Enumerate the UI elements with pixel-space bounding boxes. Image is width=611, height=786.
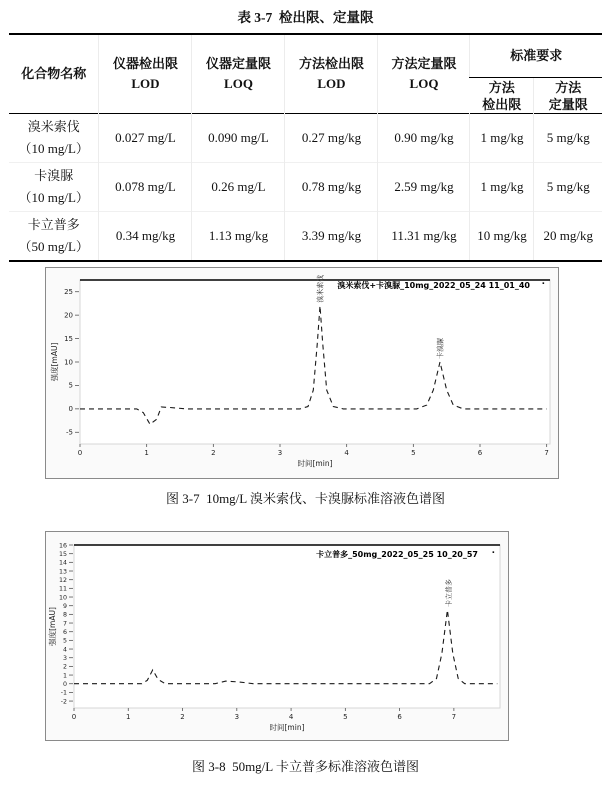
chromatogram-canvas: [46, 532, 506, 738]
col-header-method-lod: 方法检出限 LOD: [285, 34, 378, 114]
svg-text:2: 2: [211, 449, 216, 457]
svg-text:4: 4: [344, 449, 349, 457]
value-cell: 2.59 mg/kg: [378, 163, 470, 212]
table-row: [9, 163, 602, 212]
chromatogram-legend: 溴米索伐+卡溴脲_10mg_2022_05_24 11_01_40: [337, 281, 530, 290]
value-cell: 1.13 mg/kg: [192, 212, 285, 262]
svg-text:5: 5: [411, 449, 416, 457]
value-cell: 0.78 mg/kg: [285, 163, 378, 212]
col-header-instr-loq: 仪器定量限 LOQ: [192, 34, 285, 114]
svg-text:卡溴脲: 卡溴脲: [436, 338, 445, 359]
col-header-instr-lod: 仪器检出限 LOD: [99, 34, 192, 114]
svg-text:6: 6: [477, 449, 483, 457]
value-cell: 0.027 mg/L: [99, 114, 192, 163]
svg-text:卡立普多: 卡立普多: [444, 579, 453, 608]
svg-text:7: 7: [451, 713, 457, 721]
svg-text:10: 10: [58, 594, 67, 602]
svg-text:2: 2: [180, 713, 185, 721]
svg-text:1: 1: [62, 672, 67, 680]
value-cell: 1 mg/kg: [470, 163, 534, 212]
value-cell: 0.090 mg/L: [192, 114, 285, 163]
value-cell: 0.27 mg/kg: [285, 114, 378, 163]
svg-text:2: 2: [62, 663, 67, 671]
figure-3-7-chromatogram: [45, 267, 559, 479]
svg-text:0: 0: [71, 713, 77, 721]
svg-text:7: 7: [544, 449, 549, 457]
svg-text:-5: -5: [66, 428, 73, 437]
svg-text:11: 11: [58, 585, 67, 593]
svg-text:-2: -2: [60, 698, 67, 706]
svg-text:时间[min]: 时间[min]: [297, 459, 333, 468]
svg-text:强度[mAU]: 强度[mAU]: [50, 342, 59, 382]
table-row: [9, 212, 602, 262]
svg-text:0: 0: [77, 449, 83, 457]
svg-text:7: 7: [62, 620, 67, 628]
svg-text:0: 0: [68, 405, 73, 414]
svg-text:1: 1: [126, 713, 131, 721]
svg-text:5: 5: [62, 637, 67, 645]
value-cell: 5 mg/kg: [534, 114, 602, 163]
value-cell: 20 mg/kg: [534, 212, 602, 262]
svg-text:10: 10: [64, 358, 73, 367]
svg-text:5: 5: [68, 381, 73, 390]
value-cell: 0.26 mg/L: [192, 163, 285, 212]
col-header-standard-lod: 方法 检出限: [482, 79, 522, 112]
svg-text:15: 15: [58, 550, 67, 558]
value-cell: 1 mg/kg: [470, 114, 534, 163]
svg-text:5: 5: [343, 713, 348, 721]
figure-3-8-caption: 图 3-8 50mg/L 卡立普多标准溶液色谱图: [191, 759, 419, 774]
svg-text:溴米索伐: 溴米索伐: [316, 274, 325, 303]
svg-text:8: 8: [62, 611, 67, 619]
svg-text:16: 16: [58, 542, 67, 550]
figure-3-8-chromatogram: [45, 531, 509, 741]
figure-3-7-caption: 图 3-7 10mg/L 溴米索伐、卡溴脲标准溶液色谱图: [165, 491, 445, 506]
value-cell: 5 mg/kg: [534, 163, 602, 212]
col-header-method-loq: 方法定量限 LOQ: [378, 34, 470, 114]
value-cell: 11.31 mg/kg: [378, 212, 470, 262]
svg-text:9: 9: [62, 602, 67, 610]
chromatogram-legend: 卡立普多_50mg_2022_05_25 10_20_57: [316, 550, 478, 559]
legend-marker: .: [491, 546, 495, 556]
svg-text:25: 25: [64, 288, 73, 297]
svg-text:时间[min]: 时间[min]: [269, 723, 305, 732]
svg-text:13: 13: [58, 568, 67, 576]
value-cell: 0.90 mg/kg: [378, 114, 470, 163]
col-header-standard-loq: 方法 定量限: [534, 78, 602, 114]
svg-text:3: 3: [234, 713, 240, 721]
chromatogram-canvas: [46, 268, 556, 476]
svg-text:强度[mAU]: 强度[mAU]: [48, 607, 57, 646]
value-cell: 0.34 mg/kg: [99, 212, 192, 262]
col-header-compound: 化合物名称: [21, 66, 87, 81]
table-row: [9, 114, 602, 163]
compound-name-cell: 溴米索伐 （10 mg/L）: [18, 119, 89, 156]
svg-text:3: 3: [277, 449, 283, 457]
compound-name-cell: 卡立普多 （50 mg/L）: [9, 212, 99, 262]
svg-text:-1: -1: [60, 689, 67, 697]
svg-text:14: 14: [58, 559, 67, 567]
table-title: 表 3-7 检出限、定量限: [237, 10, 374, 25]
legend-marker: .: [541, 277, 545, 287]
svg-text:3: 3: [62, 655, 67, 663]
svg-text:4: 4: [62, 646, 67, 654]
svg-text:6: 6: [397, 713, 402, 721]
svg-text:20: 20: [64, 311, 73, 320]
value-cell: 10 mg/kg: [470, 212, 534, 262]
svg-text:6: 6: [62, 629, 67, 637]
value-cell: 0.078 mg/L: [99, 163, 192, 212]
svg-text:4: 4: [288, 713, 294, 721]
svg-text:15: 15: [64, 334, 73, 343]
value-cell: 3.39 mg/kg: [285, 212, 378, 262]
svg-text:1: 1: [144, 449, 149, 457]
limits-table: [9, 33, 602, 262]
svg-text:0: 0: [62, 681, 67, 689]
col-header-standard: 标准要求: [470, 34, 602, 78]
svg-text:12: 12: [58, 576, 67, 584]
compound-name-cell: 卡溴脲 （10 mg/L）: [9, 163, 99, 212]
